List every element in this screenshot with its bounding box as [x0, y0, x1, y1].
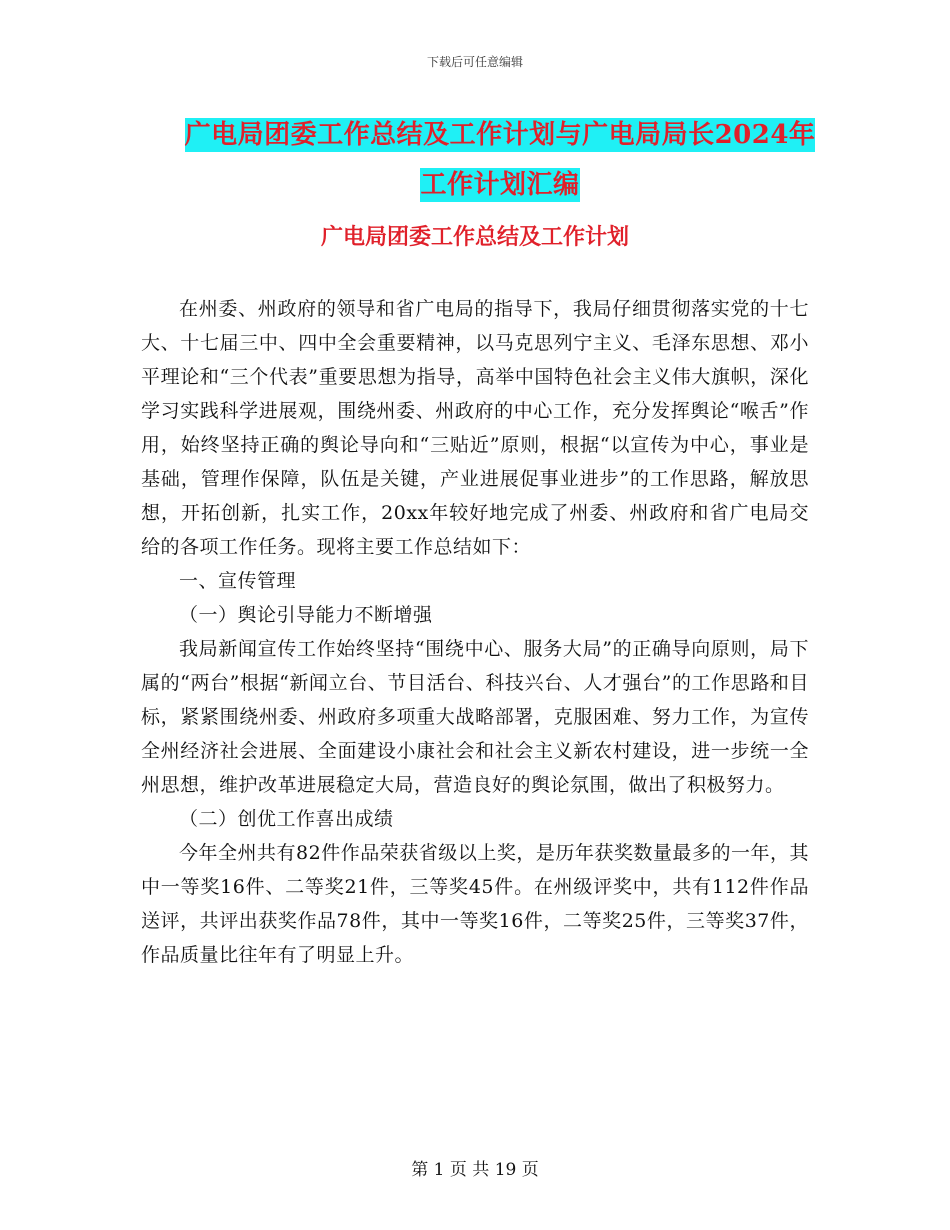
header-note: 下载后可任意编辑: [426, 55, 523, 69]
subheading-awards: （二）创优工作喜出成绩: [179, 808, 394, 830]
heading-publicity-management: 一、宣传管理: [179, 570, 297, 592]
body-text: [141, 292, 809, 972]
section-title: 广电局团委工作总结及工作计划: [320, 224, 629, 250]
paragraph-awards: 今年全州共有82件作品荣获省级以上奖，是历年获奖数量最多的一年，其中一等奖16件、二等奖21件，三等奖45件。在州级评奖中，共有112件作品送评，共评出获奖作品78件，其中一等奖16件，二等奖25件，三等奖37件，作品质量比往年有了明显上升。: [141, 842, 809, 966]
subheading-public-opinion: （一）舆论引导能力不断增强: [179, 604, 433, 626]
document-title: [140, 110, 860, 210]
paragraph-intro: 在州委、州政府的领导和省广电局的指导下，我局仔细贯彻落实党的十七大、十七届三中、四中全会重要精神，以马克思列宁主义、毛泽东思想、邓小平理论和“三个代表”重要思想为指导，高举中国特色社会主义伟大旗帜，深化学习实践科学进展观，围绕州委、州政府的中心工作，充分发挥舆论“喉舌”作用，始终坚持正确的舆论导向和“三贴近”原则，根据“以宣传为中心，事业是基础，管理作保障，队伍是关键，产业进展促事业进步”的工作思路，解放思想，开拓创新，扎实工作，20xx年较好地完成了州委、州政府和省广电局交给的各项工作任务。现将主要工作总结如下：: [141, 298, 809, 558]
title-line-1: 广电局团委工作总结及工作计划与广电局局长2024年: [184, 120, 816, 150]
paragraph-news-publicity: 我局新闻宣传工作始终坚持“围绕中心、服务大局”的正确导向原则，局下属的“两台”根据“新闻立台、节目活台、科技兴台、人才强台”的工作思路和目标，紧紧围绕州委、州政府多项重大战略部署，克服困难、努力工作，为宣传全州经济社会进展、全面建设小康社会和社会主义新农村建设，进一步统一全州思想，维护改革进展稳定大局，营造良好的舆论氛围，做出了积极努力。: [141, 638, 809, 796]
page-footer: 第 1 页 共 19 页: [411, 1160, 539, 1180]
title-line-2: 工作计划汇编: [420, 170, 580, 200]
